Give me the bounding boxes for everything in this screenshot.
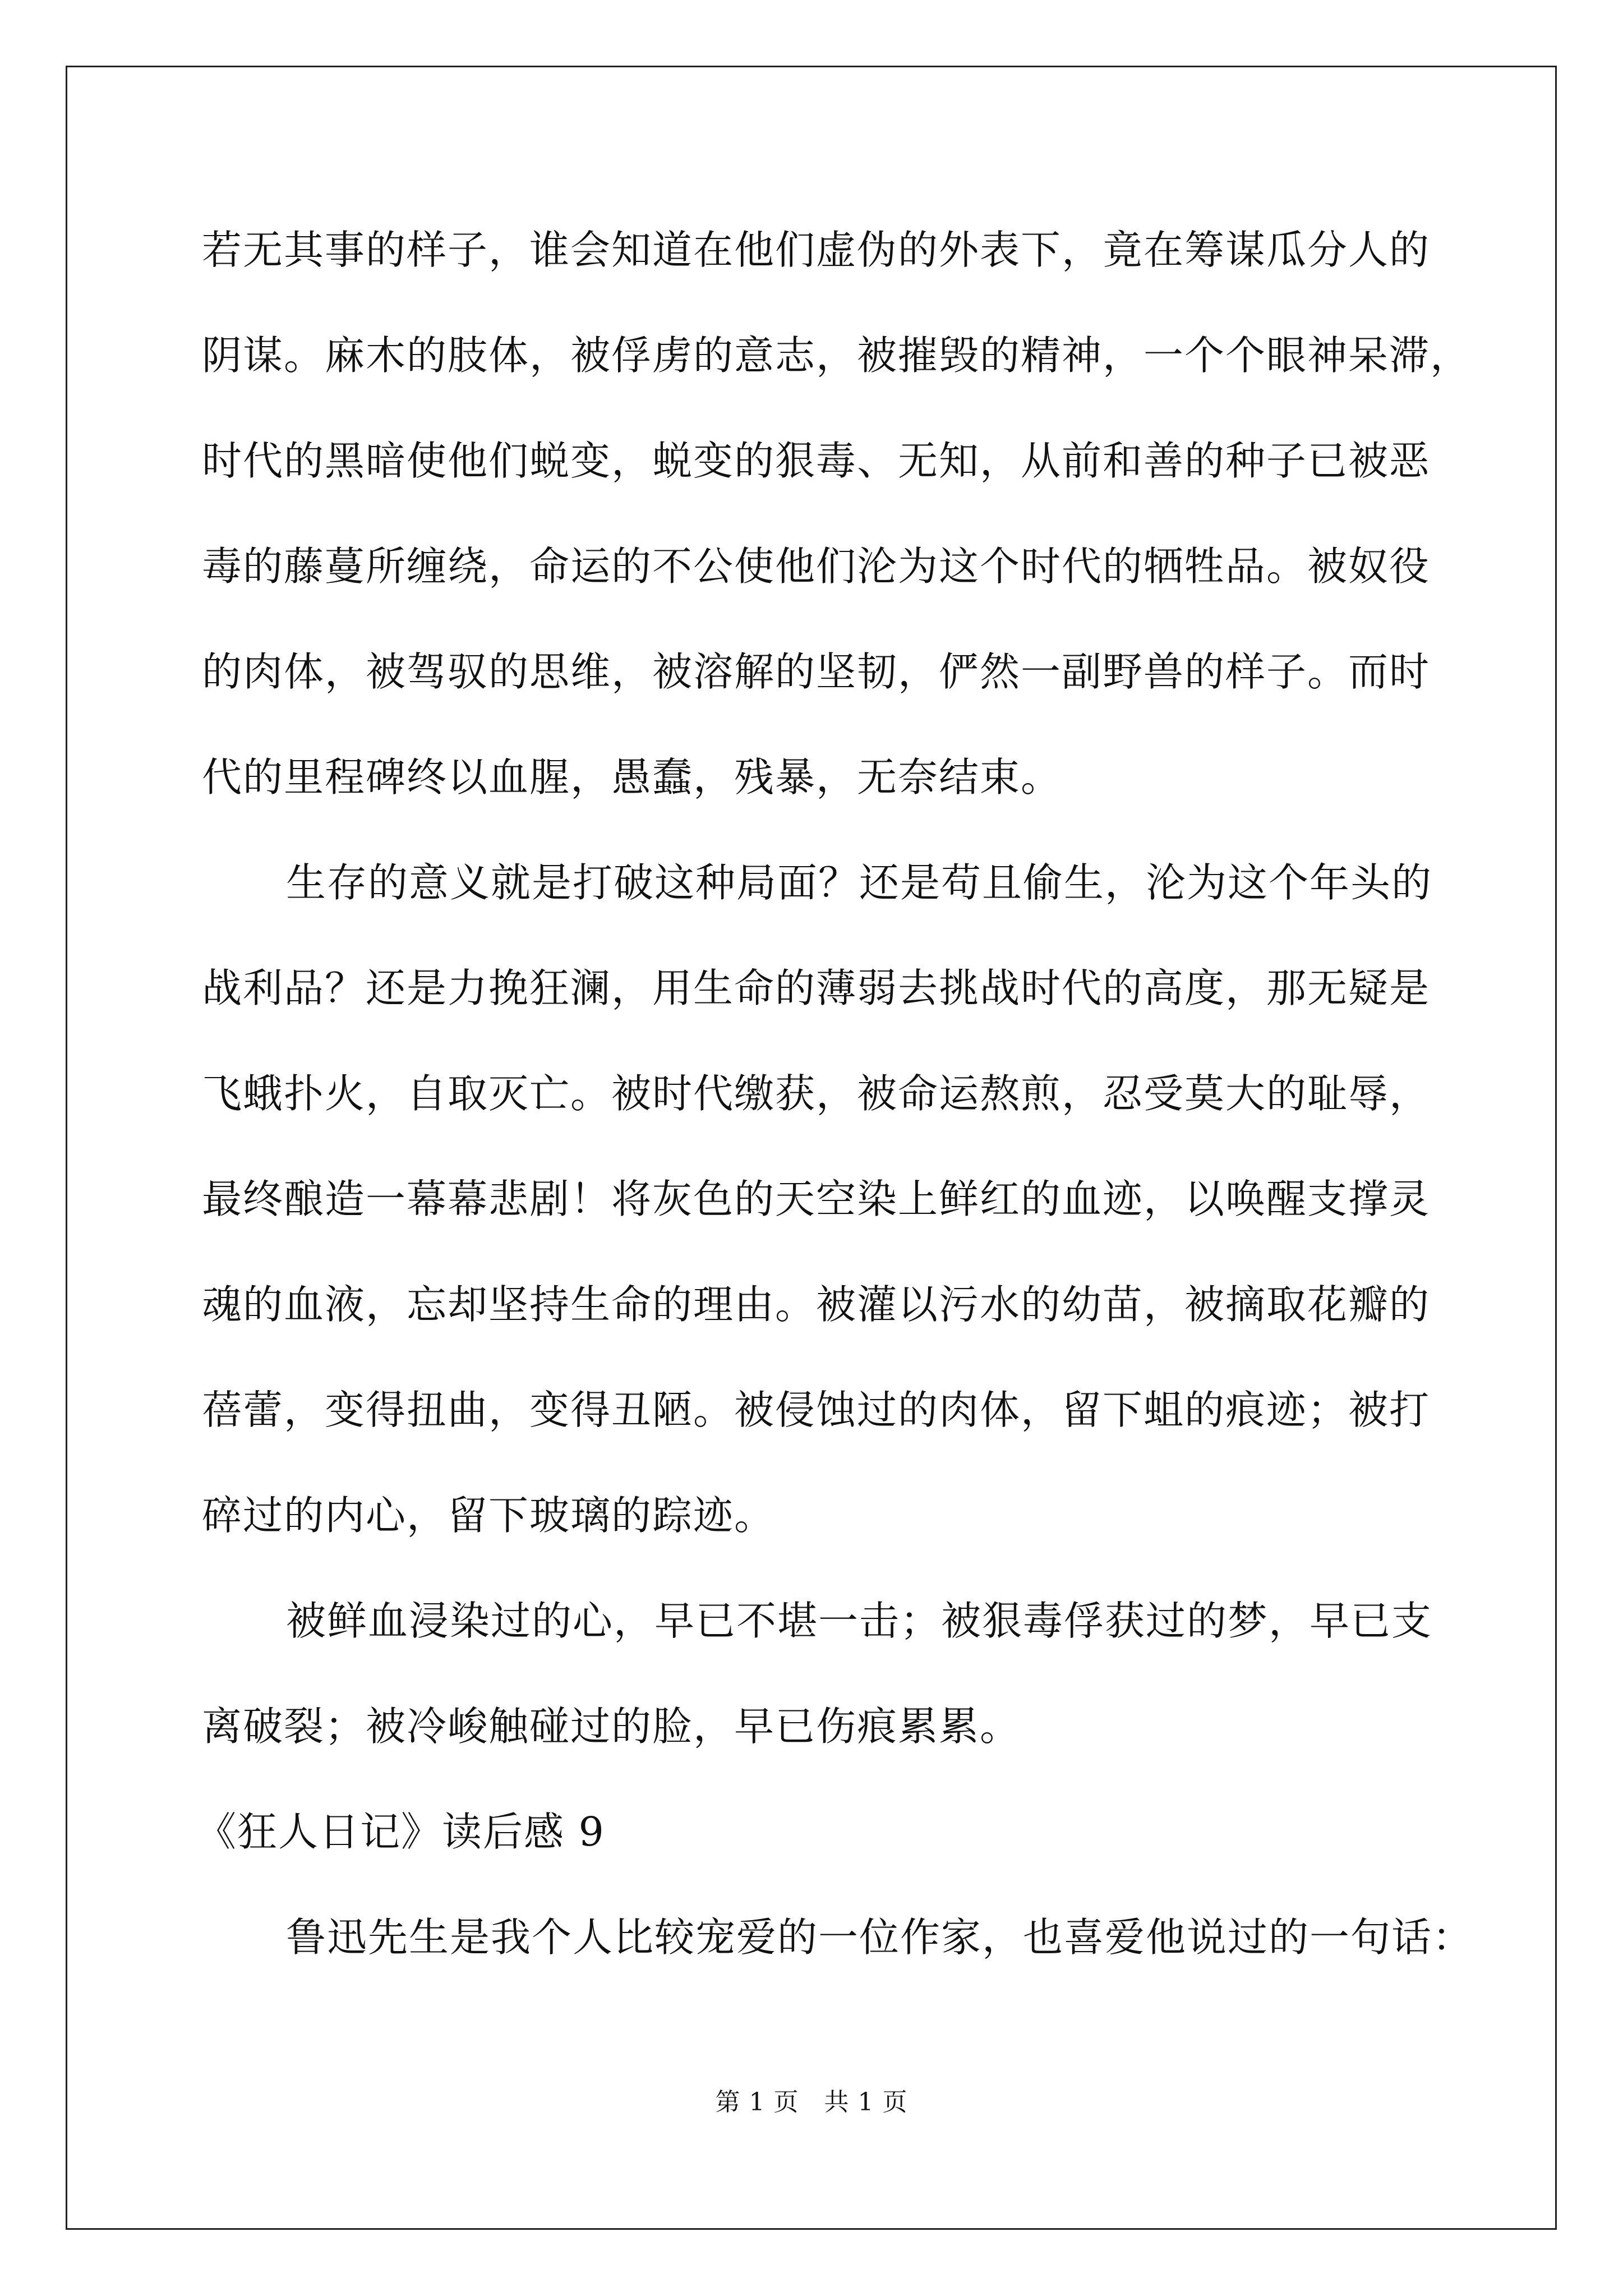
paragraph-start-line: 生存的意义就是打破这种局面？还是苟且偷生，沦为这个年头的 [286, 859, 1433, 906]
text-line: 最终酿造一幕幕悲剧！将灰色的天空染上鲜红的血迹，以唤醒支撑灵 [202, 1176, 1431, 1222]
text-line: 毒的藤蔓所缠绕，命运的不公使他们沦为这个时代的牺牲品。被奴役 [202, 543, 1431, 590]
section-heading: 《狂人日记》读后感 9 [196, 1809, 605, 1855]
text-line: 离破裂；被冷峻触碰过的脸，早已伤痕累累。 [202, 1703, 1021, 1750]
text-line: 蓓蕾，变得扭曲，变得丑陋。被侵蚀过的肉体，留下蛆的痕迹；被打 [202, 1387, 1431, 1433]
paragraph-start-line: 鲁迅先生是我个人比较宠爱的一位作家，也喜爱他说过的一句话： [286, 1914, 1474, 1961]
text-line: 战利品？还是力挽狂澜，用生命的薄弱去挑战时代的高度，那无疑是 [202, 965, 1431, 1011]
text-line: 代的里程碑终以血腥，愚蠢，残暴，无奈结束。 [202, 754, 1062, 800]
text-line: 飞蛾扑火，自取灭亡。被时代缴获，被命运熬煎，忍受莫大的耻辱， [202, 1070, 1431, 1117]
paragraph-start-line: 被鲜血浸染过的心，早已不堪一击；被狠毒俘获过的梦，早已支 [286, 1598, 1433, 1644]
text-line: 碎过的内心，留下玻璃的踪迹。 [202, 1492, 776, 1539]
text-line: 时代的黑暗使他们蜕变，蜕变的狠毒、无知，从前和善的种子已被恶 [202, 438, 1431, 484]
text-line: 的肉体，被驾驭的思维，被溶解的坚韧，俨然一副野兽的样子。而时 [202, 648, 1431, 695]
text-line: 若无其事的样子，谁会知道在他们虚伪的外表下，竟在筹谋瓜分人的 [202, 227, 1431, 273]
body-text [196, 197, 1474, 1990]
text-line: 阴谋。麻木的肢体，被俘虏的意志，被摧毁的精神，一个个眼神呆滞， [202, 332, 1472, 379]
page-number-footer: 第 1 页 共 1 页 [715, 2088, 908, 2116]
text-line: 魂的血液，忘却坚持生命的理由。被灌以污水的幼苗，被摘取花瓣的 [202, 1281, 1431, 1328]
